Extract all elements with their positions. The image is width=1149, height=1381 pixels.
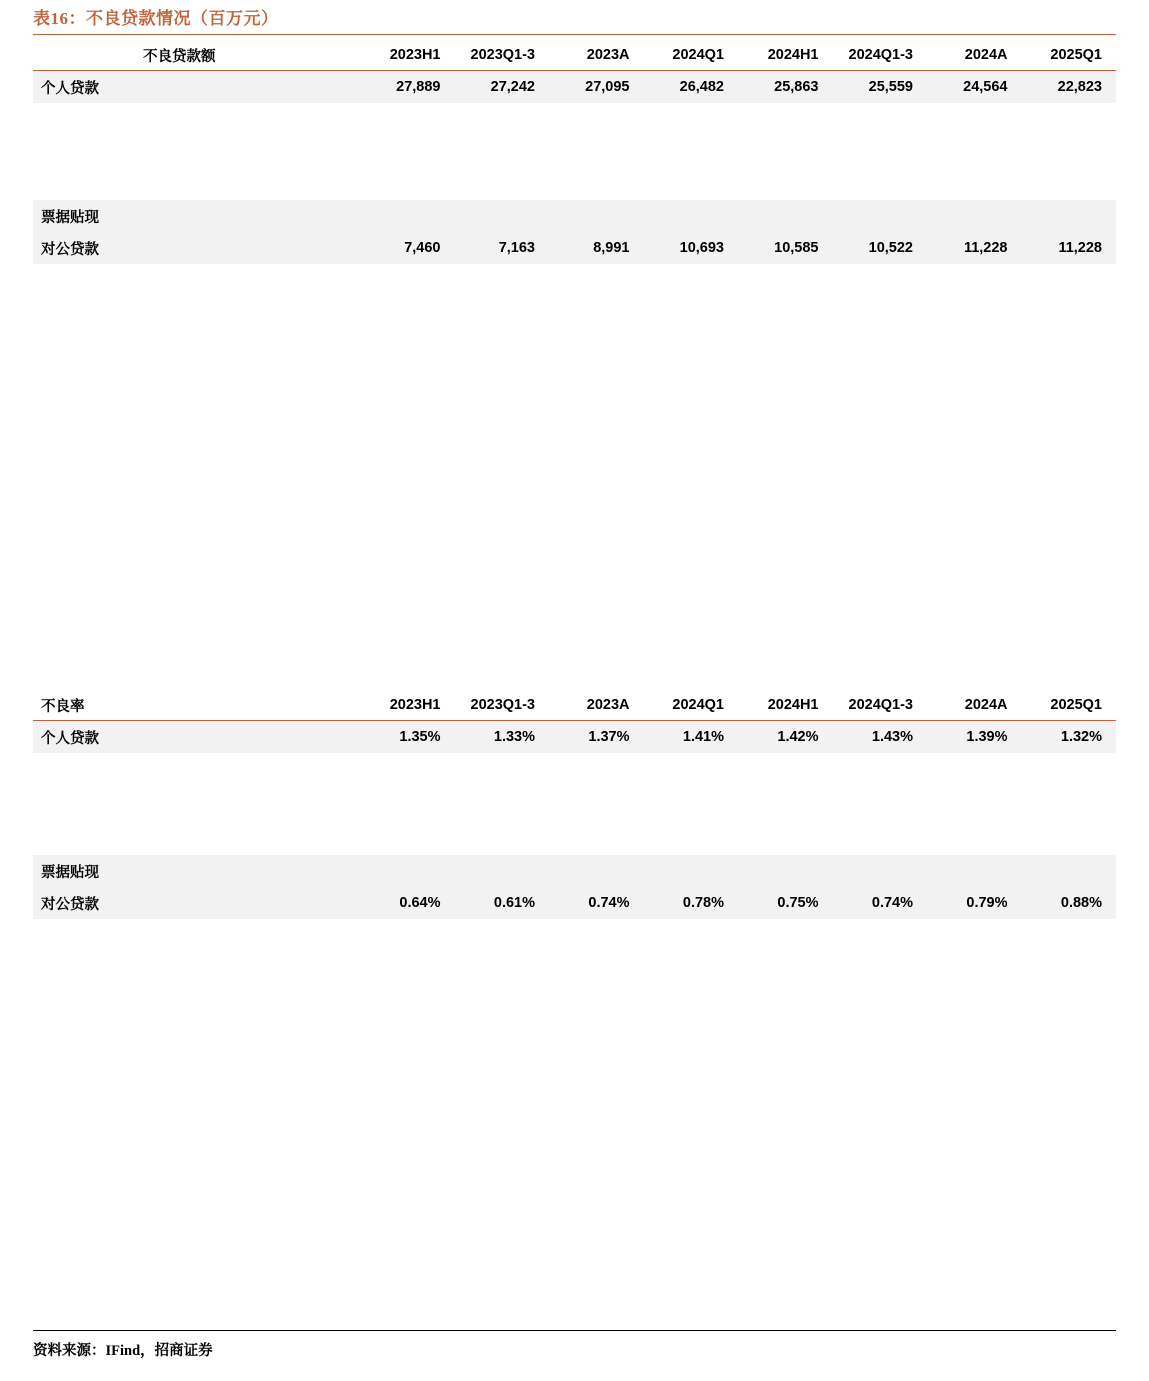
cell [1022, 855, 1117, 887]
row-label: 对公贷款 [33, 887, 360, 919]
cell [738, 855, 833, 887]
cell: 0.75% [738, 887, 833, 919]
cell: 1.33% [455, 721, 550, 754]
col-header: 2023H1 [360, 690, 455, 721]
source-text: 资料来源：IFind，招商证券 [33, 1343, 213, 1359]
cell: 1.35% [360, 721, 455, 754]
cell: 8,991 [549, 232, 644, 264]
cell: 27,095 [549, 71, 644, 104]
cell [927, 855, 1022, 887]
cell: 10,585 [738, 232, 833, 264]
col-header: 2024A [927, 690, 1022, 721]
npl-ratio-table [33, 690, 1116, 753]
cell [1022, 200, 1117, 232]
table-row [33, 887, 1116, 919]
table-row [33, 721, 1116, 754]
cell [644, 200, 739, 232]
cell: 0.74% [549, 887, 644, 919]
cell: 11,228 [927, 232, 1022, 264]
col-header: 2025Q1 [1022, 690, 1117, 721]
cell: 22,823 [1022, 71, 1117, 104]
cell [833, 200, 928, 232]
table-header-row [33, 690, 1116, 721]
col-header: 2024Q1-3 [833, 690, 928, 721]
page-title: 表16：不良贷款情况（百万元） [33, 9, 279, 28]
row-label: 个人贷款 [33, 721, 360, 754]
row-label: 票据贴现 [33, 200, 360, 232]
source-footer [33, 1330, 1116, 1360]
row-label: 对公贷款 [33, 232, 360, 264]
cell [738, 200, 833, 232]
col-header: 2024H1 [738, 690, 833, 721]
footer-divider [33, 1330, 1116, 1331]
col-header: 2024H1 [738, 40, 833, 71]
npl-amount-table [33, 40, 1116, 103]
cell [549, 200, 644, 232]
col-header: 2023Q1-3 [455, 40, 550, 71]
col-header: 2024A [927, 40, 1022, 71]
cell: 25,559 [833, 71, 928, 104]
npl-amount-table-continued [33, 200, 1116, 264]
header-label-amount: 不良贷款额 [33, 40, 360, 71]
cell: 10,693 [644, 232, 739, 264]
cell: 24,564 [927, 71, 1022, 104]
cell [360, 855, 455, 887]
table-title-block [33, 8, 1116, 35]
header-label-ratio: 不良率 [33, 690, 360, 721]
title-divider [33, 34, 1116, 35]
cell: 11,228 [1022, 232, 1117, 264]
table-row [33, 200, 1116, 232]
cell: 7,460 [360, 232, 455, 264]
col-header: 2024Q1-3 [833, 40, 928, 71]
col-header: 2025Q1 [1022, 40, 1117, 71]
cell [549, 855, 644, 887]
cell: 0.88% [1022, 887, 1117, 919]
col-header: 2023Q1-3 [455, 690, 550, 721]
cell [360, 200, 455, 232]
cell: 1.32% [1022, 721, 1117, 754]
cell: 0.74% [833, 887, 928, 919]
cell [833, 855, 928, 887]
col-header: 2023H1 [360, 40, 455, 71]
cell: 0.79% [927, 887, 1022, 919]
cell [927, 200, 1022, 232]
col-header: 2023A [549, 40, 644, 71]
cell: 27,889 [360, 71, 455, 104]
cell: 1.37% [549, 721, 644, 754]
table-row [33, 71, 1116, 104]
cell: 0.61% [455, 887, 550, 919]
table-row [33, 855, 1116, 887]
npl-ratio-table-continued [33, 855, 1116, 919]
table-header-row [33, 40, 1116, 71]
cell [455, 200, 550, 232]
cell: 1.39% [927, 721, 1022, 754]
row-label: 票据贴现 [33, 855, 360, 887]
cell: 1.43% [833, 721, 928, 754]
cell: 0.64% [360, 887, 455, 919]
col-header: 2024Q1 [644, 40, 739, 71]
cell: 1.41% [644, 721, 739, 754]
cell: 0.78% [644, 887, 739, 919]
cell: 27,242 [455, 71, 550, 104]
cell: 10,522 [833, 232, 928, 264]
cell: 26,482 [644, 71, 739, 104]
col-header: 2023A [549, 690, 644, 721]
row-label: 个人贷款 [33, 71, 360, 104]
cell: 7,163 [455, 232, 550, 264]
cell [644, 855, 739, 887]
cell [455, 855, 550, 887]
cell: 25,863 [738, 71, 833, 104]
cell: 1.42% [738, 721, 833, 754]
table-row [33, 232, 1116, 264]
col-header: 2024Q1 [644, 690, 739, 721]
